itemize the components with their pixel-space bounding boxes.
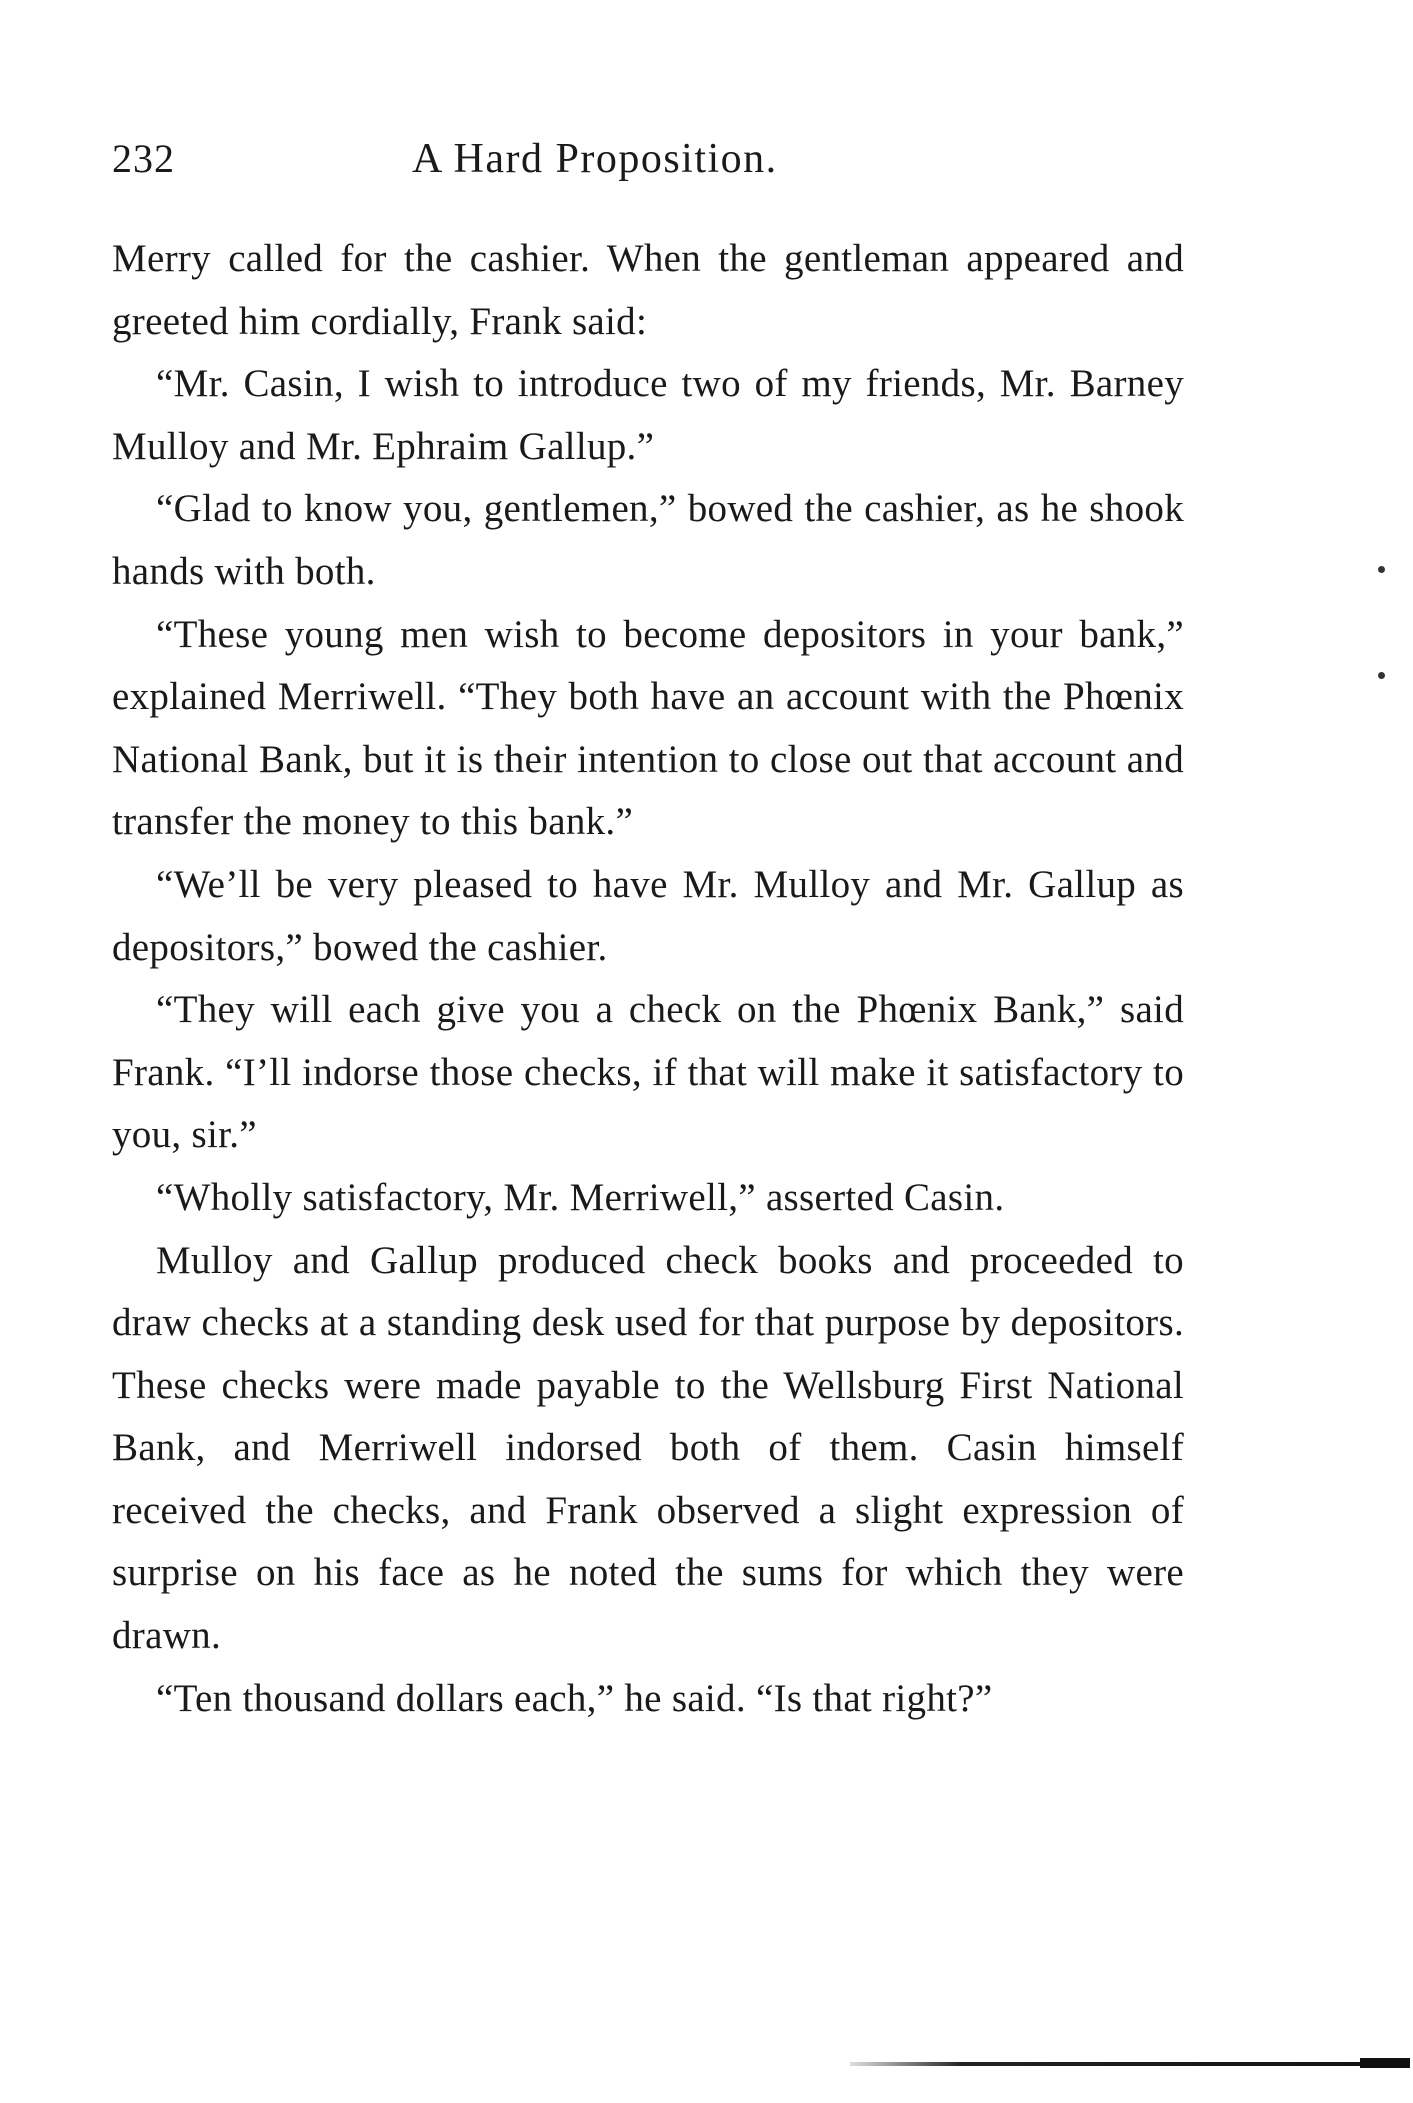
paragraph: Mulloy and Gallup produced check books and proceeded to draw checks at a standing desk used for that purpose by depositors. These checks were made payable to the Wellsburg First National Bank, and Merriwell indorsed both of them. Casin himself received the checks, and Frank observed a slight expression of surprise on his face as he noted the sums for which they were drawn. — [112, 1238, 1184, 1658]
paragraph: Merry called for the cashier. When the gentleman appeared and greeted him cordially, Frank said: — [112, 237, 1184, 343]
paragraph: “We’ll be very pleased to have Mr. Mulloy and Mr. Gallup as depositors,” bowed the cashier. — [112, 862, 1184, 969]
paragraph: “Ten thousand dollars each,” he said. “Is that right?” — [156, 1676, 993, 1720]
paragraph: “They will each give you a check on the Phœnix Bank,” said Frank. “I’ll indorse those checks, if that will make it satisfactory to you, sir.” — [112, 988, 1184, 1157]
paragraph: “Glad to know you, gentlemen,” bowed the cashier, as he shook hands with both. — [112, 487, 1184, 593]
running-title: A Hard Proposition. — [412, 136, 778, 182]
bottom-rule-end — [1360, 2058, 1410, 2068]
bottom-rule — [850, 2062, 1410, 2066]
scan-speck — [1378, 566, 1385, 573]
paragraph: “Mr. Casin, I wish to introduce two of my friends, Mr. Barney Mulloy and Mr. Ephraim Gallup.” — [112, 362, 1184, 468]
paragraph: “Wholly satisfactory, Mr. Merriwell,” asserted Casin. — [156, 1175, 1005, 1219]
page-number: 232 — [112, 136, 175, 181]
scan-speck — [1378, 672, 1385, 679]
paragraph: “These young men wish to become depositors in your bank,” explained Merriwell. “They both have an account with the Phœnix National Bank, but it is their intention to close out that account and transfer the money to this bank.” — [112, 612, 1184, 844]
body-text — [112, 228, 1184, 1730]
page-header — [112, 135, 1182, 195]
